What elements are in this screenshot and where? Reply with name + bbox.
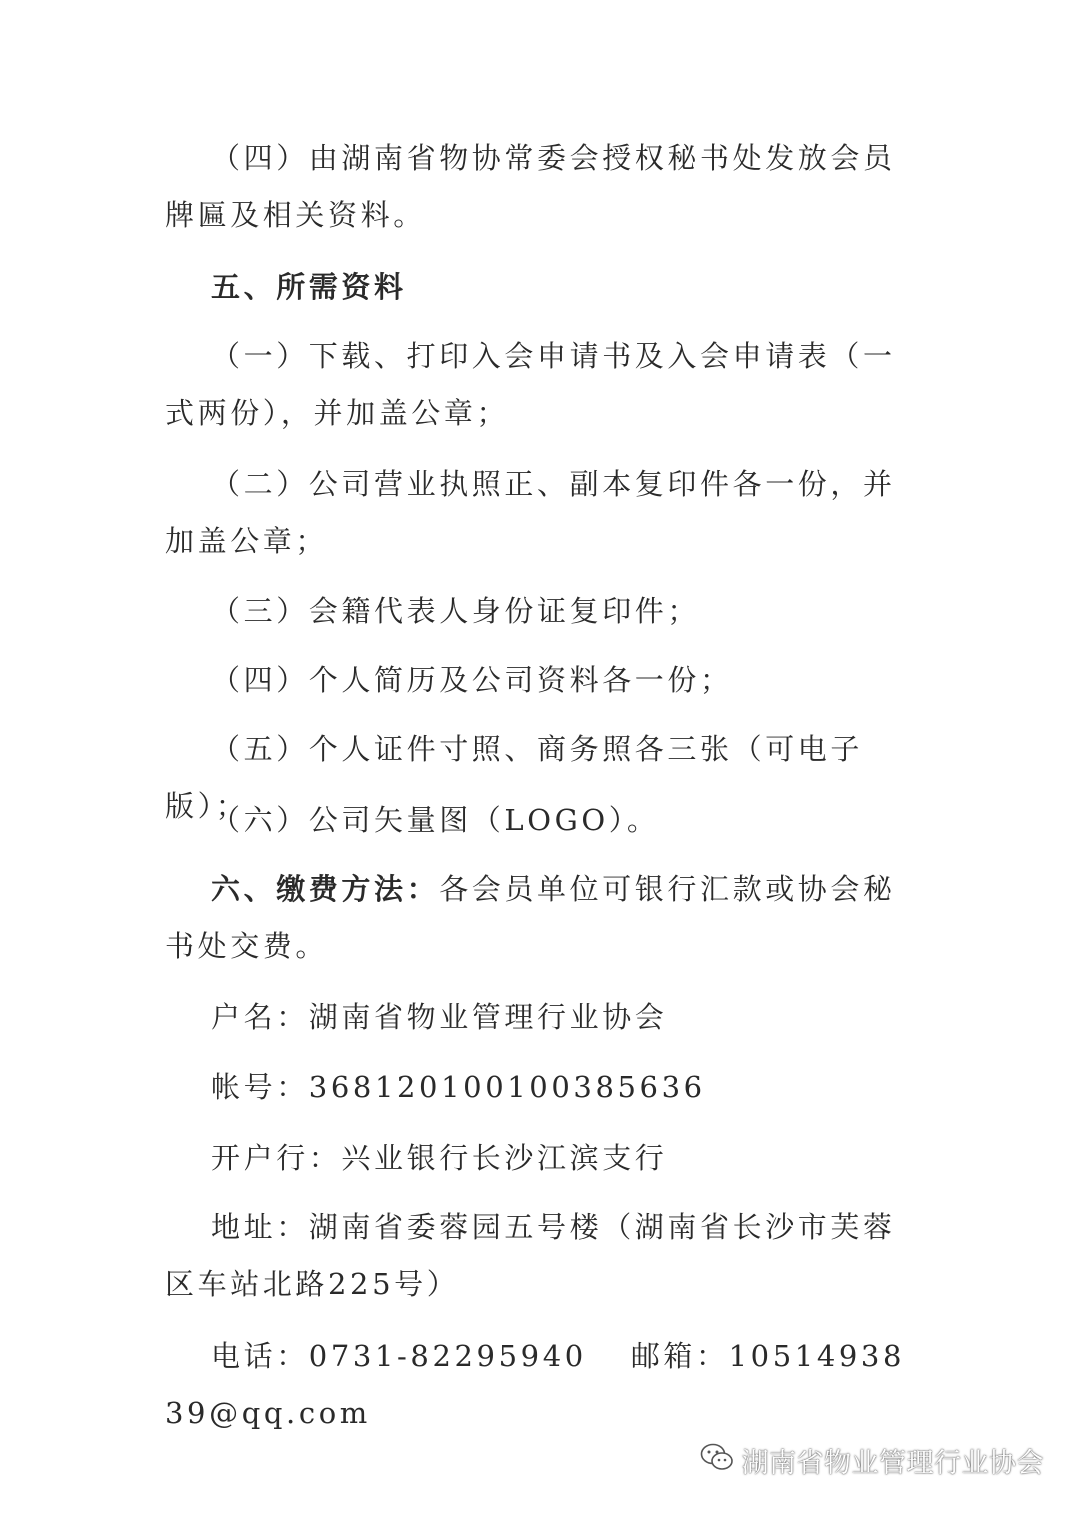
phone: 电话：0731-82295940 <box>211 1339 587 1373</box>
account-number: 帐号：368120100100385636 <box>211 1070 706 1104</box>
material-item-2: （二）公司营业执照正、副本复印件各一份，并加盖公章； <box>165 467 896 558</box>
section-5-heading: 五、所需资料 <box>211 270 407 304</box>
watermark-text: 湖南省物业管理行业协会 <box>741 1447 1044 1479</box>
wechat-icon <box>700 1442 742 1479</box>
contact-line <box>165 1328 925 1442</box>
section-6-paragraph <box>165 861 925 975</box>
bank-name: 开户行：兴业银行长沙江滨支行 <box>211 1141 668 1175</box>
material-item-5: （五）个人证件寸照、商务照各三张（可电子版）； <box>165 732 864 823</box>
material-item-4: （四）个人简历及公司资料各一份； <box>211 663 733 697</box>
paragraph-item-4: （四）由湖南省物协常委会授权秘书处发放会员牌匾及相关资料。 <box>165 141 896 232</box>
material-item-6: （六）公司矢量图（LOGO）。 <box>211 803 660 837</box>
section-6-heading: 六、缴费方法： <box>211 872 440 906</box>
email: 邮箱：1051493839@qq.com <box>165 1339 906 1430</box>
address: 地址：湖南省委蓉园五号楼（湖南省长沙市芙蓉区车站北路225号） <box>165 1210 896 1301</box>
wechat-watermark <box>700 1440 1045 1480</box>
account-name: 户名：湖南省物业管理行业协会 <box>211 1000 668 1034</box>
material-item-3: （三）会籍代表人身份证复印件； <box>211 594 701 628</box>
section-6-text: 各会员单位可银行汇款或协会秘书处交费。 <box>165 872 896 963</box>
material-item-1: （一）下载、打印入会申请书及入会申请表（一式两份），并加盖公章； <box>165 339 896 430</box>
